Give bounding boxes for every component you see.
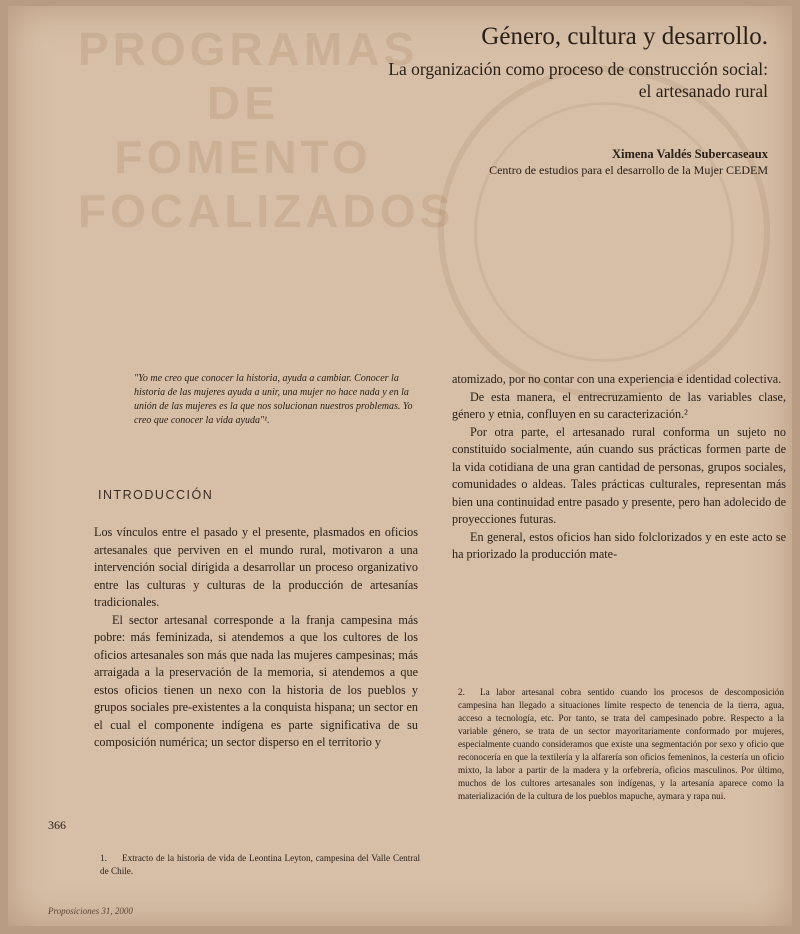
page-number: 366: [48, 818, 66, 832]
journal-footer: Proposiciones 31, 2000: [48, 906, 133, 916]
paragraph: El sector artesanal corresponde a la franja campesina más pobre: más feminizada, si atendemos a que los cultores de los oficios artesanales son más que nada las mujeres campesinas; más arraigada a la preservación de la memoria, si atendemos a que estos oficios tienen un nexo con la historia de los pueblos y grupos sociales pre-existentes a la conquista hispana; un sector en el cual el componente indígena es parte significativa de su composición numérica; un sector disperso en el territorio y: [94, 612, 418, 749]
left-column: [94, 524, 418, 752]
footnote-1: [100, 852, 420, 878]
footnote-number: 2.: [458, 687, 465, 697]
background-stamp: PROGRAMAS DE FOMENTO FOCALIZADOS: [78, 23, 455, 237]
footnote-number: 1.: [100, 853, 107, 863]
paragraph: Por otra parte, el artesanado rural conforma un sujeto no constituido socialmente, aún cuando sus prácticas formen parte de la vida cotidiana de una gran cantidad de personas, grupos sociales, comunidades o aldeas. Tales prácticas culturales, representan más bien una continuidad entre pasado y presente, pero han adolecido de proyecciones futuras.: [452, 424, 786, 526]
article-title: [388, 22, 768, 102]
title-main: Género, cultura y desarrollo.: [481, 23, 768, 50]
right-column: [452, 371, 786, 564]
paragraph: Los vínculos entre el pasado y el presente, plasmados en oficios artesanales que perviven en el mundo rural, motivaron a una intervención social dirigida a desarrollar un proceso organizativo entre las culturas y culturas de la producción de artesanías tradicionales.: [94, 525, 418, 609]
section-heading: INTRODUCCIÓN: [98, 488, 214, 502]
author-block: [489, 146, 768, 178]
footnote-text: La labor artesanal cobra sentido cuando los procesos de descomposición campesina han llegado a situaciones límite respecto de tenencia de la tierra, agua, acceso a tecnología, etc. Por tanto, se trata del campesinado pobre. Respecto a la variable género, se trata de un sector mayoritariamente conformado por mujeres, especialmente cuando consideramos que existe una segmentación por sexo y oficio que reconocería en que la textilería y la alfarería son oficios femeninos, la cestería un oficio mixto, la labor a partir de la madera y la orfebrería, oficios masculinos. Por último, muchos de los cultores artesanales son indígenas, y la artesanía aparece como la materialización de la cultura de los pueblos mapuche, aymara y rapa nui.: [458, 687, 784, 801]
paragraph: atomizado, por no contar con una experiencia e identidad colectiva.: [452, 372, 782, 386]
paragraph: En general, estos oficios han sido folclorizados y en este acto se ha priorizado la producción mate-: [452, 529, 786, 561]
author-affiliation: Centro de estudios para el desarrollo de la Mujer CEDEM: [489, 163, 768, 177]
paragraph: De esta manera, el entrecruzamiento de las variables clase, género y etnia, confluyen en su caracterización.²: [452, 389, 786, 421]
author-name: Ximena Valdés Subercaseaux: [611, 147, 768, 161]
title-sub1: La organización como proceso de construcción social:: [388, 59, 768, 79]
footnote-2: [458, 686, 784, 803]
footnote-text: Extracto de la historia de vida de Leontina Leyton, campesina del Valle Central de Chile.: [100, 853, 420, 876]
title-sub2: el artesanado rural: [638, 81, 768, 101]
round-seal: [438, 66, 770, 398]
document-page: [8, 6, 792, 926]
epigraph: "Yo me creo que conocer la historia, ayuda a cambiar. Conocer la historia de las mujeres ayuda a unir, una mujer no hace nada y en la unión de las mujeres es la que nos solucionan nuestros problemas. Yo creo que conocer la vida ayuda"¹.: [134, 373, 413, 426]
